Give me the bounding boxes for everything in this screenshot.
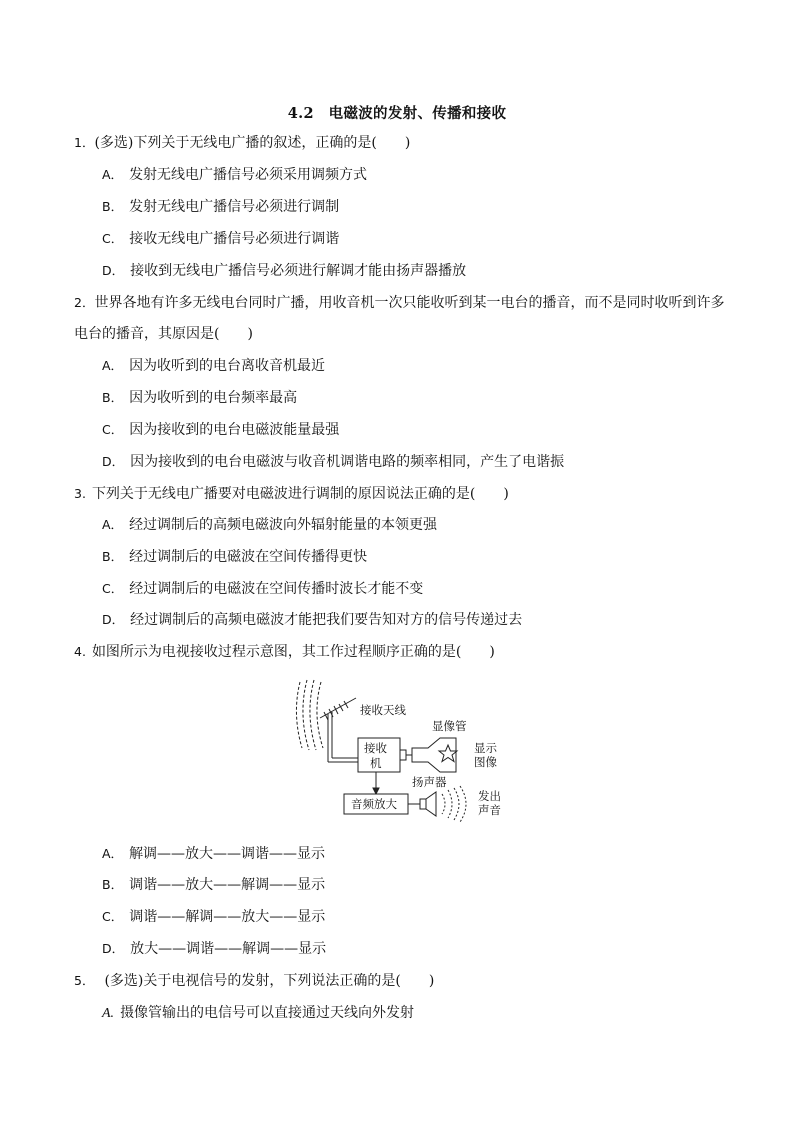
q3-option-b: [102, 548, 367, 566]
option-text: 接收到无线电广播信号必须进行解调才能由扬声器播放: [130, 263, 467, 279]
option-text: 发射无线电广播信号必须进行调制: [129, 199, 340, 215]
question-number: 3.: [74, 486, 86, 501]
tv-reception-diagram: [292, 678, 512, 824]
option-letter: C．: [102, 422, 124, 437]
q2-option-a: [102, 357, 325, 375]
flow-arrow-icon: [373, 772, 379, 794]
option-letter: B．: [102, 877, 124, 892]
option-text: 解调——放大——调谐——显示: [129, 846, 326, 862]
speaker-label: 扬声器: [412, 775, 447, 789]
question-stem: (多选)下列关于无线电广播的叙述，正确的是( ): [94, 135, 411, 151]
question-5: [74, 972, 434, 990]
q3-option-c: [102, 580, 423, 598]
option-text: 调谐——解调——放大——显示: [129, 909, 326, 925]
q4-option-a: [102, 845, 325, 863]
question-2: [74, 294, 724, 312]
tube-label: 显像管: [432, 719, 467, 733]
display-label-line1: 显示: [474, 741, 497, 755]
q2-option-d: [102, 453, 564, 471]
option-text: 经过调制后的电磁波在空间传播得更快: [129, 549, 368, 565]
question-number: 2．: [74, 295, 95, 310]
option-text: 因为接收到的电台电磁波能量最强: [129, 422, 340, 438]
option-letter: D．: [102, 612, 125, 627]
question-3: [74, 485, 509, 503]
q3-option-d: [102, 611, 522, 629]
display-label-line2: 图像: [474, 755, 497, 769]
option-letter: A．: [102, 517, 124, 532]
option-letter: A．: [102, 167, 124, 182]
option-text: 因为收听到的电台离收音机最近: [129, 358, 326, 374]
question-number: 1．: [74, 135, 95, 150]
option-letter: D．: [102, 941, 125, 956]
receiver-label-line2: 机: [370, 756, 382, 770]
q1-option-a: [102, 166, 367, 184]
option-text: 发射无线电广播信号必须采用调频方式: [129, 167, 368, 183]
receiver-label-line1: 接收: [364, 741, 387, 755]
option-text: 因为收听到的电台频率最高: [129, 390, 298, 406]
q1-option-d: [102, 262, 466, 280]
q4-option-d: [102, 940, 326, 958]
option-letter: D．: [102, 263, 125, 278]
option-text: 经过调制后的高频电磁波向外辐射能量的本领更强: [129, 517, 438, 533]
option-letter: B．: [102, 549, 124, 564]
question-stem-continued: 电台的播音，其原因是( ): [74, 326, 253, 342]
q3-option-a: [102, 516, 437, 534]
option-letter: A．: [102, 358, 124, 373]
speaker-icon: [408, 792, 436, 816]
sound-label-line1: 发出: [478, 789, 501, 803]
option-letter: D．: [102, 454, 125, 469]
option-text: 因为接收到的电台电磁波与收音机调谐电路的频率相同，产生了电谐振: [130, 454, 565, 470]
q4-option-c: [102, 908, 325, 926]
option-letter: C．: [102, 581, 124, 596]
option-letter: A．: [102, 846, 124, 861]
sound-waves-icon: [442, 786, 466, 822]
question-stem: (多选)关于电视信号的发射，下列说法正确的是( ): [104, 973, 435, 989]
antenna-icon: [320, 698, 358, 762]
q4-option-b: [102, 876, 325, 894]
picture-tube-icon: [412, 738, 457, 772]
question-stem: 世界各地有许多无线电台同时广播，用收音机一次只能收听到某一电台的播音，而不是同时收听到许多: [94, 295, 725, 311]
q2-option-c: [102, 421, 339, 439]
option-text: 调谐——放大——解调——显示: [129, 877, 326, 893]
sound-label-line2: 声音: [478, 803, 501, 817]
question-2-continued: [74, 325, 253, 343]
connector-icon: [400, 750, 412, 760]
option-text: 放大——调谐——解调——显示: [130, 941, 327, 957]
audio-amp-label: 音频放大: [351, 797, 397, 811]
question-stem: 如图所示为电视接收过程示意图，其工作过程顺序正确的是( ): [91, 644, 495, 660]
option-letter: B．: [102, 199, 124, 214]
option-text: 经过调制后的电磁波在空间传播时波长才能不变: [129, 581, 424, 597]
page-title: 4.2 电磁波的发射、传播和接收: [287, 105, 507, 122]
question-number: 5．: [74, 973, 95, 988]
question-stem: 下列关于无线电广播要对电磁波进行调制的原因说法正确的是( ): [91, 486, 509, 502]
q1-option-c: [102, 230, 339, 248]
q1-option-b: [102, 198, 339, 216]
option-letter: C．: [102, 909, 124, 924]
question-1: [74, 134, 410, 152]
option-letter: B．: [102, 390, 124, 405]
option-text: 接收无线电广播信号必须进行调谐: [129, 231, 340, 247]
option-text: 摄像管输出的电信号可以直接通过天线向外发射: [120, 1005, 415, 1021]
incoming-waves-icon: [296, 680, 323, 750]
question-number: 4.: [74, 644, 86, 659]
option-letter: C．: [102, 231, 124, 246]
option-text: 经过调制后的高频电磁波才能把我们要告知对方的信号传递过去: [130, 612, 523, 628]
q2-option-b: [102, 389, 297, 407]
antenna-label: 接收天线: [360, 703, 406, 717]
q5-option-a: [102, 1004, 414, 1023]
option-letter: A.: [102, 1006, 115, 1021]
question-4: [74, 643, 495, 661]
